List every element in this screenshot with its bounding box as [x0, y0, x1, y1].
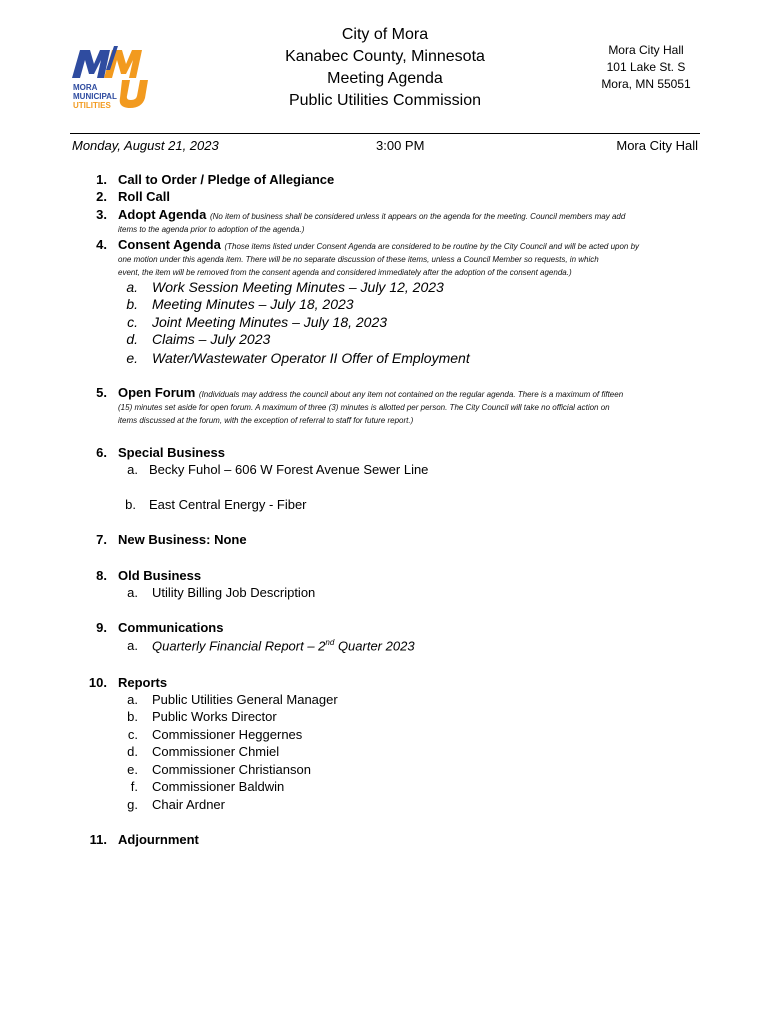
sub-item-text: Meeting Minutes – July 18, 2023 [152, 296, 354, 312]
mora-municipal-utilities-logo [70, 44, 156, 114]
sub-item-letter: c. [127, 727, 138, 742]
item-note: event, the item will be removed from the consent agenda and considered immediately after the adoption of the consent agenda.) [118, 268, 572, 277]
sub-item-letter: d. [127, 744, 138, 759]
meeting-date: Monday, August 21, 2023 [72, 138, 219, 153]
header-divider [70, 133, 700, 134]
sub-item-letter: e. [127, 762, 138, 777]
sub-item-letter: a. [127, 462, 138, 477]
sub-item-text: Joint Meeting Minutes – July 18, 2023 [152, 314, 388, 330]
sub-item-text: Commissioner Chmiel [152, 744, 280, 759]
address-line: Mora, MN 55051 [601, 77, 691, 91]
svg-text:MORA: MORA [73, 83, 98, 92]
svg-text:MUNICIPAL: MUNICIPAL [73, 92, 117, 101]
sub-item-text: Water/Wastewater Operator II Offer of Employment [152, 350, 470, 366]
item-note: items to the agenda prior to adoption of the agenda.) [118, 225, 305, 234]
sub-item-text-part: Quarter 2023 [334, 638, 415, 654]
agenda-item-call-to-order [118, 172, 334, 187]
sub-item-letter: b. [125, 497, 136, 512]
item-number: 4. [96, 237, 107, 252]
sub-item-letter: g. [127, 797, 138, 812]
svg-text:UTILITIES: UTILITIES [73, 101, 111, 110]
item-title: Open Forum [118, 385, 196, 400]
item-title: Reports [118, 675, 168, 690]
sub-item-text: Claims – July 2023 [152, 331, 271, 347]
agenda-item-new-business [118, 532, 247, 547]
item-note: (No item of business shall be considered unless it appears on the agenda for the meeting. Council members may add [209, 212, 626, 221]
agenda-item-roll-call [118, 189, 170, 204]
sub-item-text: Commissioner Baldwin [152, 779, 285, 794]
item-number: 9. [96, 620, 107, 635]
agenda-item-consent-agenda [118, 237, 708, 279]
item-number: 1. [96, 172, 107, 187]
item-note: (Individuals may address the council about any item not contained on the regular agenda. There is a maximum of fifteen [198, 390, 624, 399]
sub-item-text [152, 638, 415, 653]
item-title: Communications [118, 620, 224, 635]
item-number: 7. [96, 532, 107, 547]
agenda-item-reports [118, 675, 167, 690]
item-number: 6. [96, 445, 107, 460]
item-title: Roll Call [118, 189, 171, 204]
address-line: Mora City Hall [608, 43, 684, 57]
agenda-item-old-business [118, 568, 201, 583]
item-number: 5. [96, 385, 107, 400]
sub-item-text: Work Session Meeting Minutes – July 12, 2023 [152, 279, 444, 295]
header-county: Kanabec County, Minnesota [285, 48, 485, 65]
sub-item-letter: e. [126, 350, 138, 366]
header-city: City of Mora [341, 26, 429, 43]
agenda-item-communications [118, 620, 223, 635]
item-title: Old Business [118, 568, 202, 583]
item-note: one motion under this agenda item. There will be no separate discussion of these items, unless a Council Member so requests, in which [118, 255, 599, 264]
sub-item-text-part: Quarterly Financial Report – 2 [152, 638, 326, 654]
sub-item-text: Commissioner Heggernes [152, 727, 303, 742]
item-title: Special Business [118, 445, 225, 460]
agenda-item-special-business [118, 445, 225, 460]
sub-item-text: East Central Energy - Fiber [149, 497, 307, 512]
sub-item-letter: b. [126, 296, 138, 312]
meeting-location: Mora City Hall [616, 138, 698, 153]
item-number: 11. [89, 832, 107, 847]
item-number: 10. [88, 675, 107, 690]
agenda-item-adjournment [118, 832, 199, 847]
item-title: Adopt Agenda [118, 207, 207, 222]
sub-item-text: Public Works Director [152, 709, 277, 724]
item-note: (15) minutes set aside for open forum. A maximum of three (3) minutes is allotted per person. The City Council will take no official action on [118, 403, 610, 412]
item-note: (Those items listed under Consent Agenda are considered to be routine by the City Council and will be acted upon by [224, 242, 640, 251]
agenda-item-adopt-agenda [118, 207, 698, 236]
address-line: 101 Lake St. S [606, 60, 686, 74]
sub-item-text: Commissioner Christianson [152, 762, 311, 777]
address-block [585, 42, 707, 93]
sub-item-letter: c. [127, 314, 138, 330]
sub-item-text: Public Utilities General Manager [152, 692, 338, 707]
sub-item-letter: a. [126, 279, 138, 295]
sub-item-letter: a. [127, 692, 138, 707]
meeting-time: 3:00 PM [376, 138, 425, 153]
sub-item-text: Becky Fuhol – 606 W Forest Avenue Sewer Line [149, 462, 429, 477]
agenda-item-open-forum [118, 385, 708, 427]
agenda-header [240, 24, 530, 112]
sub-item-letter: a. [127, 638, 138, 653]
item-number: 2. [96, 189, 107, 204]
ordinal-suffix: nd [325, 638, 335, 647]
item-title: Consent Agenda [118, 237, 221, 252]
sub-item-letter: f. [130, 779, 138, 794]
header-body: Public Utilities Commission [288, 92, 482, 109]
header-doc-type: Meeting Agenda [327, 70, 443, 87]
item-title: Call to Order / Pledge of Allegiance [118, 172, 335, 187]
sub-item-text: Utility Billing Job Description [152, 585, 316, 600]
sub-item-text: Chair Ardner [152, 797, 225, 812]
item-number: 8. [96, 568, 107, 583]
sub-item-letter: a. [127, 585, 138, 600]
item-title: Adjournment [118, 832, 199, 847]
item-number: 3. [96, 207, 107, 222]
sub-item-letter: b. [127, 709, 138, 724]
item-title: New Business: None [118, 532, 247, 547]
sub-item-letter: d. [126, 331, 138, 347]
item-note: items discussed at the forum, with the exception of referral to staff for future report.) [118, 416, 414, 425]
